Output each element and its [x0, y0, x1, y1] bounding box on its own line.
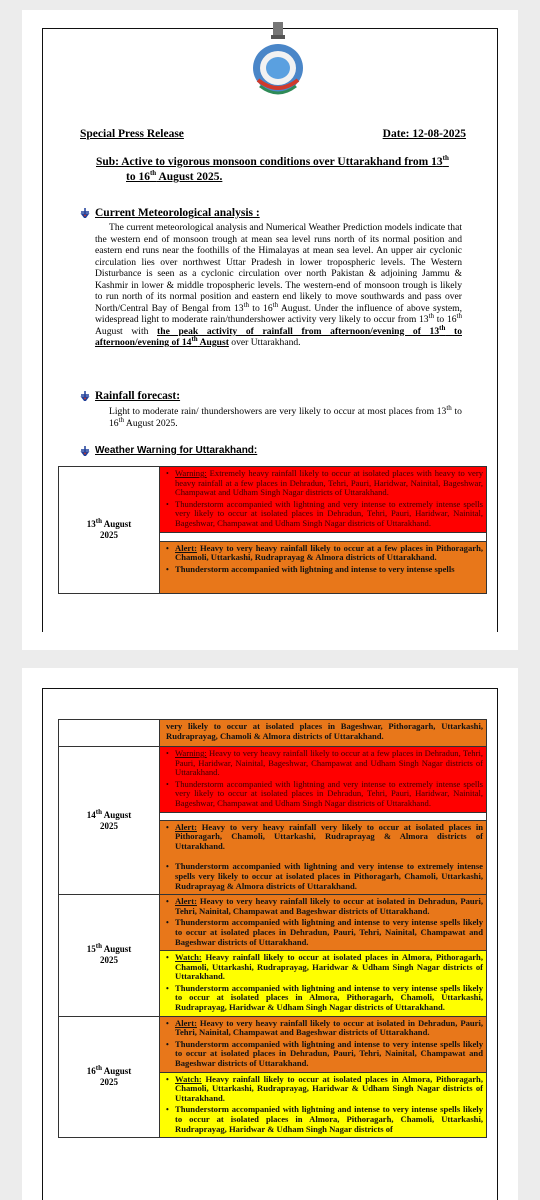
table-row [59, 747, 487, 813]
list-item: • Thunderstorm accompanied with lightning and very intense to extremely intense spells very likely to occur at isolated places in Dehradun, Tehri, Pauri, Haridwar, Nainital, Bageshwar, Champawat and Udham Singh Nagar districts of Uttarakhand. [166, 498, 483, 528]
list-item: • Thunderstorm accompanied with lightning and very intense to extremely intense spells very likely to occur at isolated places in Dehradun, Tehri, Pauri, Haridwar, Nainital, Bageshwar, Champawat and Udham Singh Nagar districts of Uttarakhand. [166, 778, 483, 808]
warning-table-page1 [58, 466, 487, 594]
list-item: • Warning: Heavy to very heavy rainfall likely to occur at a few places in Dehradun, Tehri, Pauri, Haridwar, Nainital, Bageshwar, Champawat and Udham Singh Nagar districts of Uttarakhand. [166, 748, 483, 778]
table-row [59, 467, 487, 533]
list-item: • Warning: Extremely heavy rainfall likely to occur at isolated places with heavy to very heavy rainfall at a few places in Dehradun, Tehri, Pauri, Haridwar, Nainital, Bageshwar, Champawat and Udham Singh Nagar districts of Uttarakhand. [166, 468, 483, 498]
list-item: • Thunderstorm accompanied with lightning and intense to very intense spells likely to occur at isolated places in Almora, Pithoragarh, Chamoli, Uttarkashi, Rudraprayag, Haridwar & Udham Singh Nagar districts of [166, 1104, 483, 1134]
weather-warning-heading: Weather Warning for Uttarakhand: [80, 445, 257, 456]
imd-emblem-icon [250, 20, 306, 98]
list-item: • Thunderstorm accompanied with lightning and intense to very intense spells likely to occur at isolated places in Dehradun, Pauri, Tehri, Nainital, Champawat and Bageshwar districts of Uttarakhand. [166, 1038, 483, 1069]
orange-alert-cell [160, 541, 487, 593]
rainfall-forecast-heading: Rainfall forecast: [80, 390, 180, 402]
met-analysis-text: The current meteorological analysis and Numerical Weather Prediction models indicate that the western end of monsoon trough at mean sea level runs north of its normal position and eastern end runs near the foothills of the Himalayas at mean sea level. An upper air cyclonic circulation lies over northwest Uttar Pradesh in lower tropospheric levels. The Western Disturbance is seen as a cyclonic circulation over north Pakistan & adjoining Jammu & Kashmir in lower & middle tropospheric levels. The western-end of monsoon trough is likely to run north of its normal position and eastern end likely to move southwards and pass over North/Central Bay of Bengal from 13th to 16th August. Under the influence of above system, widespread light to moderate rain/thundershower activity very likely to occur from 13th to 16th August with the peak activity of rainfall from afternoon/evening of 13th to afternoon/evening of 14th August over Uttarakhand. [95, 222, 462, 348]
date-cell-14: 14th August 2025 [59, 747, 160, 895]
list-item: • Alert: Heavy to very heavy rainfall likely to occur at a few places in Pithoragarh, Chamoli, Uttarkashi, Rudraprayag & Almora districts of Uttarakhand. [166, 542, 483, 563]
orange-alert-cell [160, 720, 487, 747]
red-warning-cell [160, 467, 487, 533]
document-page-1 [22, 10, 518, 650]
yellow-watch-cell [160, 1072, 487, 1138]
orange-alert-cell [160, 820, 487, 895]
list-item: • Alert: Heavy to very heavy rainfall very likely to occur at isolated places in Pithoragarh, Chamoli, Uttarkashi, Rudraprayag & Almora districts of Uttarakhand. [166, 821, 483, 851]
met-analysis-heading: Current Meteorological analysis : [80, 207, 260, 219]
list-item: • Watch: Heavy rainfall likely to occur at isolated places in Almora, Pithoragarh, Chamoli, Uttarkashi, Rudraprayag, Haridwar & Udham Singh Nagar districts of Uttarakhand. [166, 1073, 483, 1103]
list-item: • Alert: Heavy to very heavy rainfall likely to occur at isolated in Dehradun, Pauri, Tehri, Nainital, Champawat and Bageshwar districts of Uttarakhand. [166, 1017, 483, 1038]
list-item: • Thunderstorm accompanied with lightning and very intense to extremely intense spells very likely to occur at isolated places in Pithoragarh, Chamoli, Uttarkashi, Rudraprayag & Almora districts of Uttarakhand. [166, 861, 483, 891]
orange-alert-cell [160, 895, 487, 951]
list-item: • Thunderstorm accompanied with lightning and intense to very intense spells likely to occur at isolated places in Almora, Pithoragarh, Chamoli, Uttarkashi, Rudraprayag, Haridwar & Udham Singh Nagar districts of Uttarakhand. [166, 982, 483, 1013]
list-item: • Thunderstorm accompanied with lightning and intense to very intense spells likely to occur at isolated places in Dehradun, Pauri, Tehri, Nainital, Champawat and Bageshwar districts of Uttarakhand. [166, 917, 483, 947]
orange-alert-cell [160, 1016, 487, 1072]
warning-table-page2 [58, 719, 487, 1138]
list-item: • Watch: Heavy rainfall likely to occur at isolated places in Almora, Pithoragarh, Chamoli, Uttarkashi, Rudraprayag, Haridwar & Udham Singh Nagar districts of Uttarakhand. [166, 952, 483, 982]
arrow-down-icon [80, 391, 90, 401]
table-row [59, 895, 487, 951]
table-row [59, 720, 487, 747]
date-cell-13: 13th August 2025 [59, 467, 160, 594]
rainfall-forecast-text: Light to moderate rain/ thundershowers are very likely to occur at most places from 13th to 16th August 2025. [109, 403, 462, 429]
table-row [59, 1016, 487, 1072]
arrow-down-icon [80, 446, 90, 456]
list-item: • Thunderstorm accompanied with lightning and intense to very intense spells [166, 563, 455, 574]
list-item: • Alert: Heavy to very heavy rainfall likely to occur at isolated in Dehradun, Pauri, Tehri, Nainital, Champawat and Bageshwar districts of Uttarakhand. [166, 896, 483, 916]
arrow-down-icon [80, 208, 90, 218]
yellow-watch-cell [160, 951, 487, 1017]
list-item: very likely to occur at isolated places in Bageshwar, Pithoragarh, Uttarkashi, Rudraprayag, Chamoli & Almora districts of Uttarakhand. [166, 721, 483, 741]
release-title: Special Press Release [80, 128, 184, 140]
document-page-2 [22, 668, 518, 1200]
release-date: Date: 12-08-2025 [382, 128, 466, 140]
subject-line: Sub: Active to vigorous monsoon conditions over Uttarakhand from 13th to 16th August 2025. [96, 154, 449, 183]
red-warning-cell [160, 747, 487, 813]
date-cell-16: 16th August 2025 [59, 1016, 160, 1138]
date-cell-15: 15th August 2025 [59, 895, 160, 1017]
header-row [80, 128, 466, 140]
